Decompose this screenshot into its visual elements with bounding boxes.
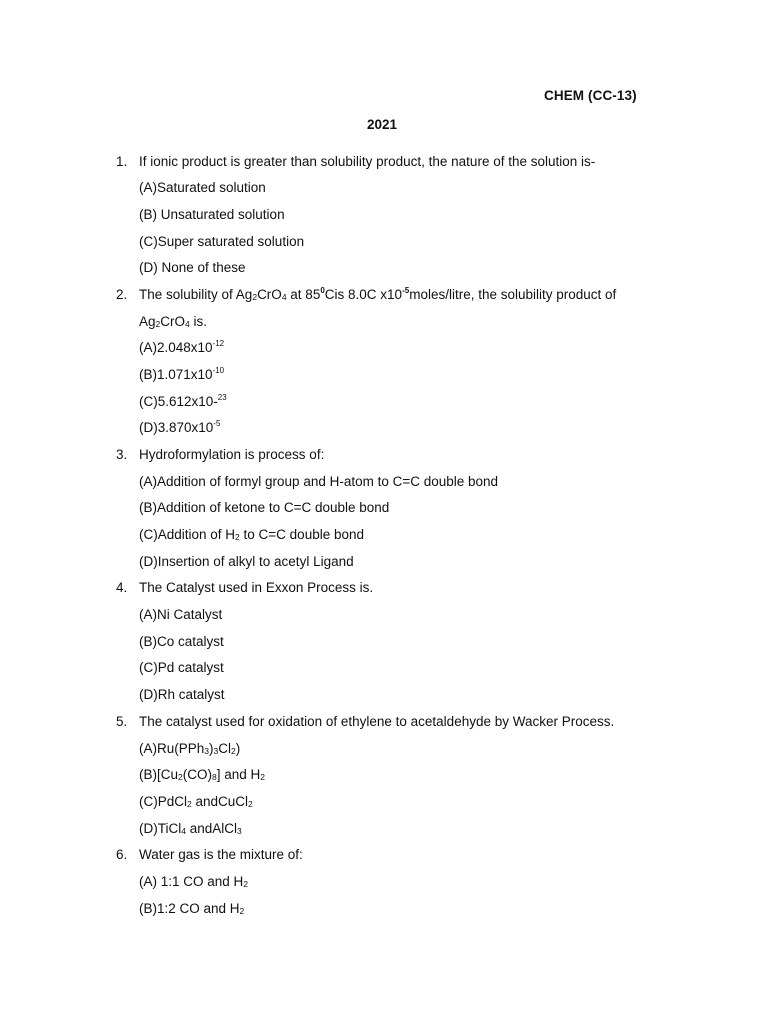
option: (D)Rh catalyst: [139, 687, 225, 702]
option: $(B)1.071x10^{-10}$: [139, 366, 225, 382]
question-number: 6.: [116, 847, 128, 862]
question-text: The Catalyst used in Exxon Process is.: [139, 580, 374, 595]
question-text: If ionic product is greater than solubility product, the nature of the solution is-: [139, 154, 596, 169]
option: (B)Addition of ketone to C=C double bond: [139, 500, 390, 515]
question-text: The solubility of $Ag_2CrO_4$ at $85^0Cis$ 8.0C $x10^{-5}moles$/litre, the solubility product of: [139, 286, 617, 302]
option: (A)Saturated solution: [139, 180, 266, 195]
question-number: 5.: [116, 714, 128, 729]
question-number: 4.: [116, 580, 128, 595]
option: (B)1:2 CO and $H_2$: [139, 901, 245, 916]
option: $(A)Ru(PPh_3)_3Cl_2$): [139, 741, 241, 756]
option: (C)PdCl$_2$ andCuCl$_2$: [139, 794, 253, 809]
course-code: CHEM (CC-13): [544, 88, 637, 103]
option: (C)Pd catalyst: [139, 660, 224, 675]
question-text-continued: $Ag_2CrO_4$ is.: [139, 314, 207, 329]
option: (B)Co catalyst: [139, 634, 224, 649]
option: $(B)[Cu_2(CO)_8]$ and $H_2$: [139, 767, 265, 782]
option: (D) None of these: [139, 260, 246, 275]
option: (D)Insertion of alkyl to acetyl Ligand: [139, 554, 354, 569]
question-text: Hydroformylation is process of:: [139, 447, 325, 462]
option: (D)TiCl$_4$ andAlCl$_3$: [139, 821, 242, 836]
option: (C)Super saturated solution: [139, 234, 305, 249]
question-text: The catalyst used for oxidation of ethylene to acetaldehyde by Wacker Process.: [139, 714, 615, 729]
question-number: 1.: [116, 154, 128, 169]
option: $(A)2.048x10^{-12}$: [139, 339, 225, 355]
question-number: 2.: [116, 287, 128, 302]
question-text: Water gas is the mixture of:: [139, 847, 303, 862]
exam-year: 2021: [367, 117, 398, 132]
option: (C)Addition of $H_2$ to C=C double bond: [139, 527, 364, 542]
question-number: 3.: [116, 447, 128, 462]
option: (A) 1:1 CO and $H_2$: [139, 874, 249, 889]
option: (C)5.612x10-$^{23}$: [139, 393, 227, 409]
option: $(D)3.870x10^{-5}$: [139, 419, 221, 435]
option: (A)Addition of formyl group and H-atom to C=C double bond: [139, 474, 499, 489]
option: (A)Ni Catalyst: [139, 607, 223, 622]
option: (B) Unsaturated solution: [139, 207, 285, 222]
